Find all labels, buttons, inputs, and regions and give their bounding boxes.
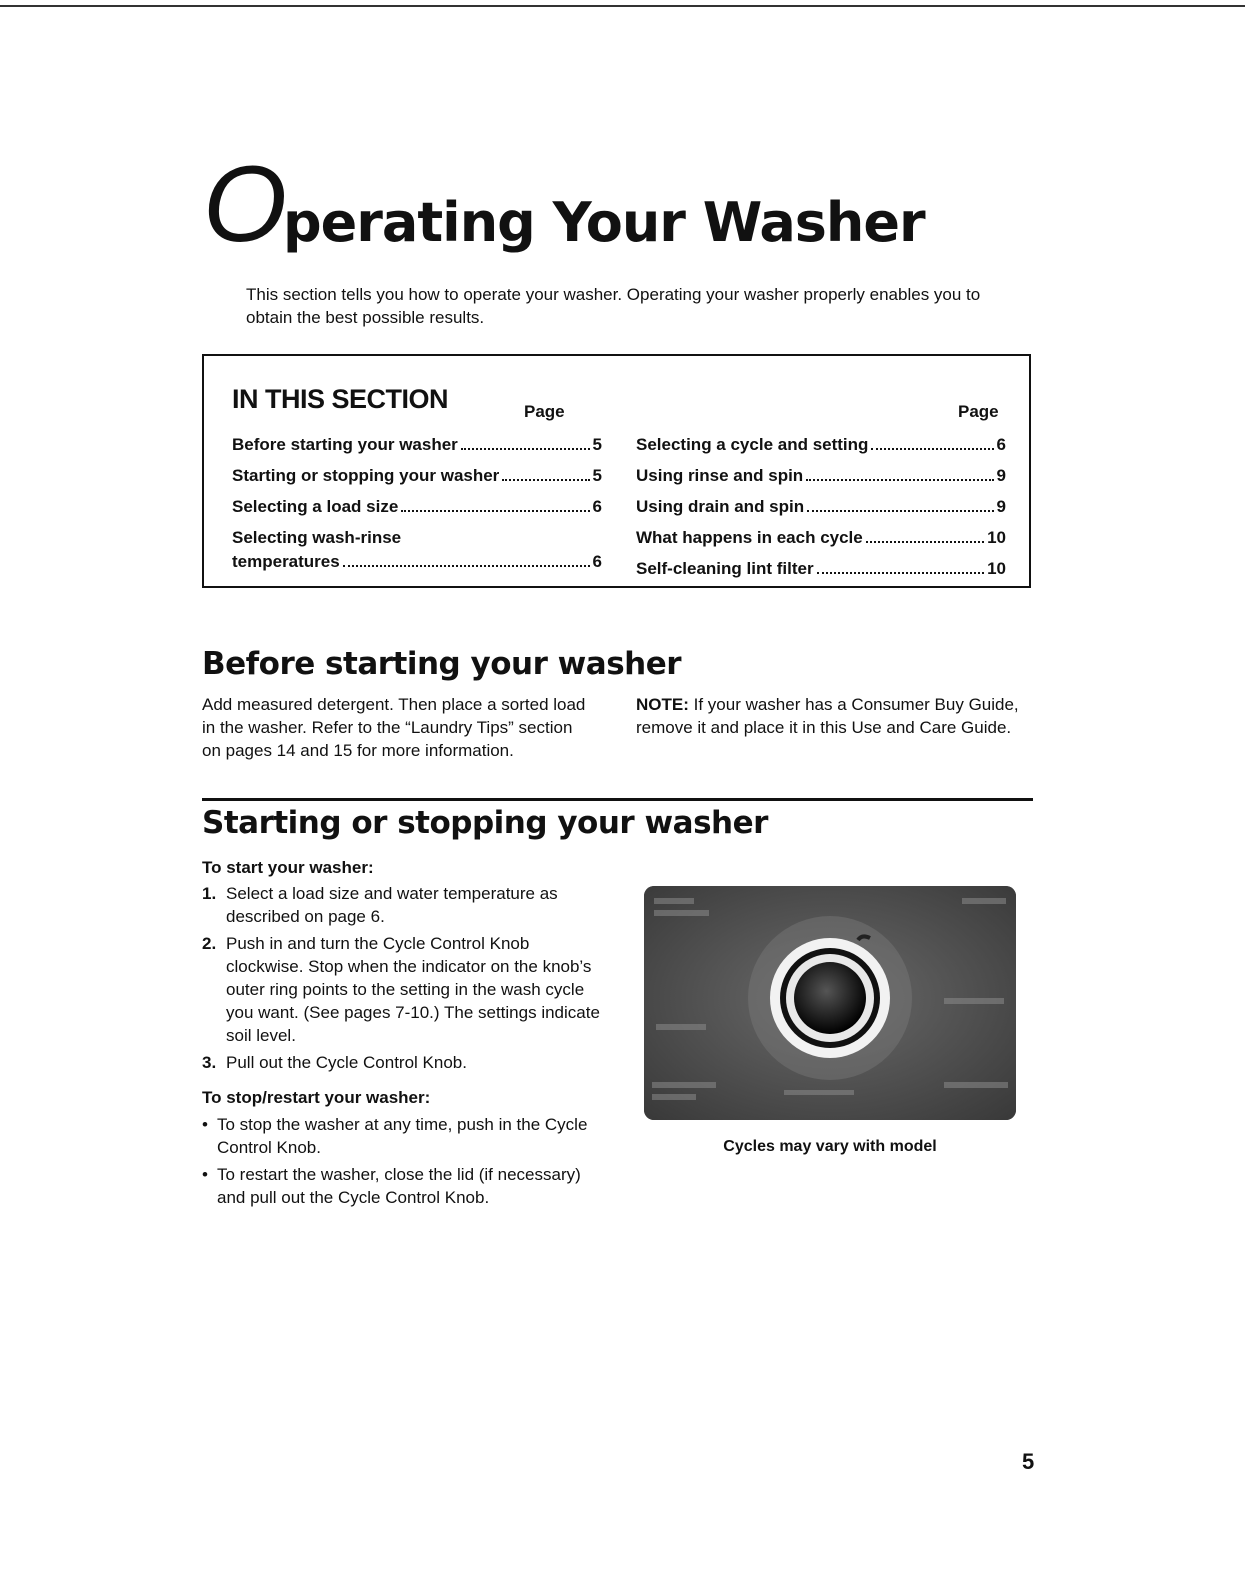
step-text: Pull out the Cycle Control Knob.: [226, 1053, 467, 1072]
stop-bullets-list: [202, 1113, 602, 1213]
title-initial: O: [203, 143, 284, 264]
section-title-before-starting: Before starting your washer: [202, 646, 682, 682]
toc-entry-title: Starting or stopping your washer: [232, 466, 500, 485]
toc-leader: [866, 541, 984, 543]
toc-entry-title: Before starting your washer: [232, 435, 458, 454]
toc-entry-page: 6: [592, 552, 602, 571]
toc-heading: IN THIS SECTION: [232, 384, 449, 414]
toc-right-column: [636, 424, 1006, 579]
toc-entry-title: What happens in each cycle: [636, 528, 863, 547]
section-title-starting-stopping: Starting or stopping your washer: [202, 805, 768, 841]
start-steps-list: [202, 882, 602, 1078]
toc-leader: [817, 572, 984, 574]
toc-page-label-right: Page: [958, 402, 999, 421]
list-item: [202, 932, 602, 1047]
top-rule: [0, 5, 1245, 7]
cycle-control-knob-photo: [644, 886, 1016, 1120]
toc-leader: [401, 510, 589, 512]
page-number: 5: [1022, 1449, 1035, 1474]
list-item: [202, 1163, 602, 1209]
toc-leader: [343, 565, 590, 567]
toc-entry-title-cont: temperatures: [232, 552, 340, 571]
toc-entry[interactable]: [636, 424, 1006, 455]
toc-entry[interactable]: [232, 517, 602, 572]
toc-entry-page: 6: [592, 497, 602, 516]
toc-entry-title: Selecting a load size: [232, 497, 399, 516]
toc-leader: [502, 479, 589, 481]
list-item: [202, 882, 602, 928]
toc-entry-page: 5: [592, 435, 602, 454]
toc-entry-title: Self-cleaning lint filter: [636, 559, 814, 578]
note-label: NOTE:: [636, 695, 689, 714]
step-number: 3.: [202, 1053, 217, 1072]
toc-entry[interactable]: [232, 486, 602, 517]
bullet-text: To restart the washer, close the lid (if necessary) and pull out the Cycle Control Knob.: [217, 1165, 581, 1207]
photo-caption: Cycles may vary with model: [723, 1138, 937, 1155]
toc-entry-page: 10: [987, 559, 1006, 578]
toc-entry[interactable]: [636, 548, 1006, 579]
bullet-icon: •: [202, 1165, 208, 1184]
note-paragraph: [636, 693, 1036, 739]
stop-heading: To stop/restart your washer:: [202, 1088, 431, 1107]
bullet-icon: •: [202, 1115, 208, 1134]
toc-left-column: [232, 424, 602, 572]
start-heading: To start your washer:: [202, 858, 374, 877]
toc-leader: [807, 510, 993, 512]
toc-entry[interactable]: [232, 424, 602, 455]
toc-leader: [461, 448, 590, 450]
before-starting-text: Add measured detergent. Then place a sorted load in the washer. Refer to the “Laundry Tips” section on pages 14 and 15 for more information.: [202, 695, 586, 760]
toc-entry-page: 10: [987, 528, 1006, 547]
toc-entry-page: 6: [996, 435, 1006, 454]
step-text: Select a load size and water temperature as described on page 6.: [226, 884, 558, 926]
intro-paragraph: This section tells you how to operate your washer. Operating your washer properly enables you to obtain the best possible results.: [246, 285, 981, 327]
toc-entry-title: Selecting wash-rinse: [232, 528, 402, 547]
page-title: [203, 143, 925, 264]
toc-entry-title: Using rinse and spin: [636, 466, 804, 485]
toc-entry-page: 5: [592, 466, 602, 485]
list-item: [202, 1051, 602, 1074]
bullet-text: To stop the washer at any time, push in the Cycle Control Knob.: [217, 1115, 588, 1157]
toc-entry-page: 9: [996, 466, 1006, 485]
toc-leader: [806, 479, 993, 481]
step-text: Push in and turn the Cycle Control Knob clockwise. Stop when the indicator on the knob’s outer ring points to the setting in the wash cycle you want. (See pages 7-10.) The settings indicate soil level.: [226, 934, 600, 1045]
toc-entry-page: 9: [996, 497, 1006, 516]
toc-entry[interactable]: [232, 455, 602, 486]
note-text: If your washer has a Consumer Buy Guide, remove it and place it in this Use and Care Guide.: [636, 695, 1019, 737]
title-text: perating Your Washer: [283, 191, 925, 254]
toc-entry-title: Selecting a cycle and setting: [636, 435, 869, 454]
in-this-section-box: [202, 354, 1031, 588]
toc-entry-title: Using drain and spin: [636, 497, 805, 516]
toc-entry[interactable]: [636, 455, 1006, 486]
toc-leader: [871, 448, 993, 450]
step-number: 1.: [202, 884, 217, 903]
toc-entry[interactable]: [636, 486, 1006, 517]
toc-entry[interactable]: [636, 517, 1006, 548]
section-divider: [202, 798, 1033, 801]
knob-illustration: [644, 886, 1016, 1120]
step-number: 2.: [202, 934, 217, 953]
list-item: [202, 1113, 602, 1159]
toc-page-label-left: Page: [524, 402, 565, 421]
